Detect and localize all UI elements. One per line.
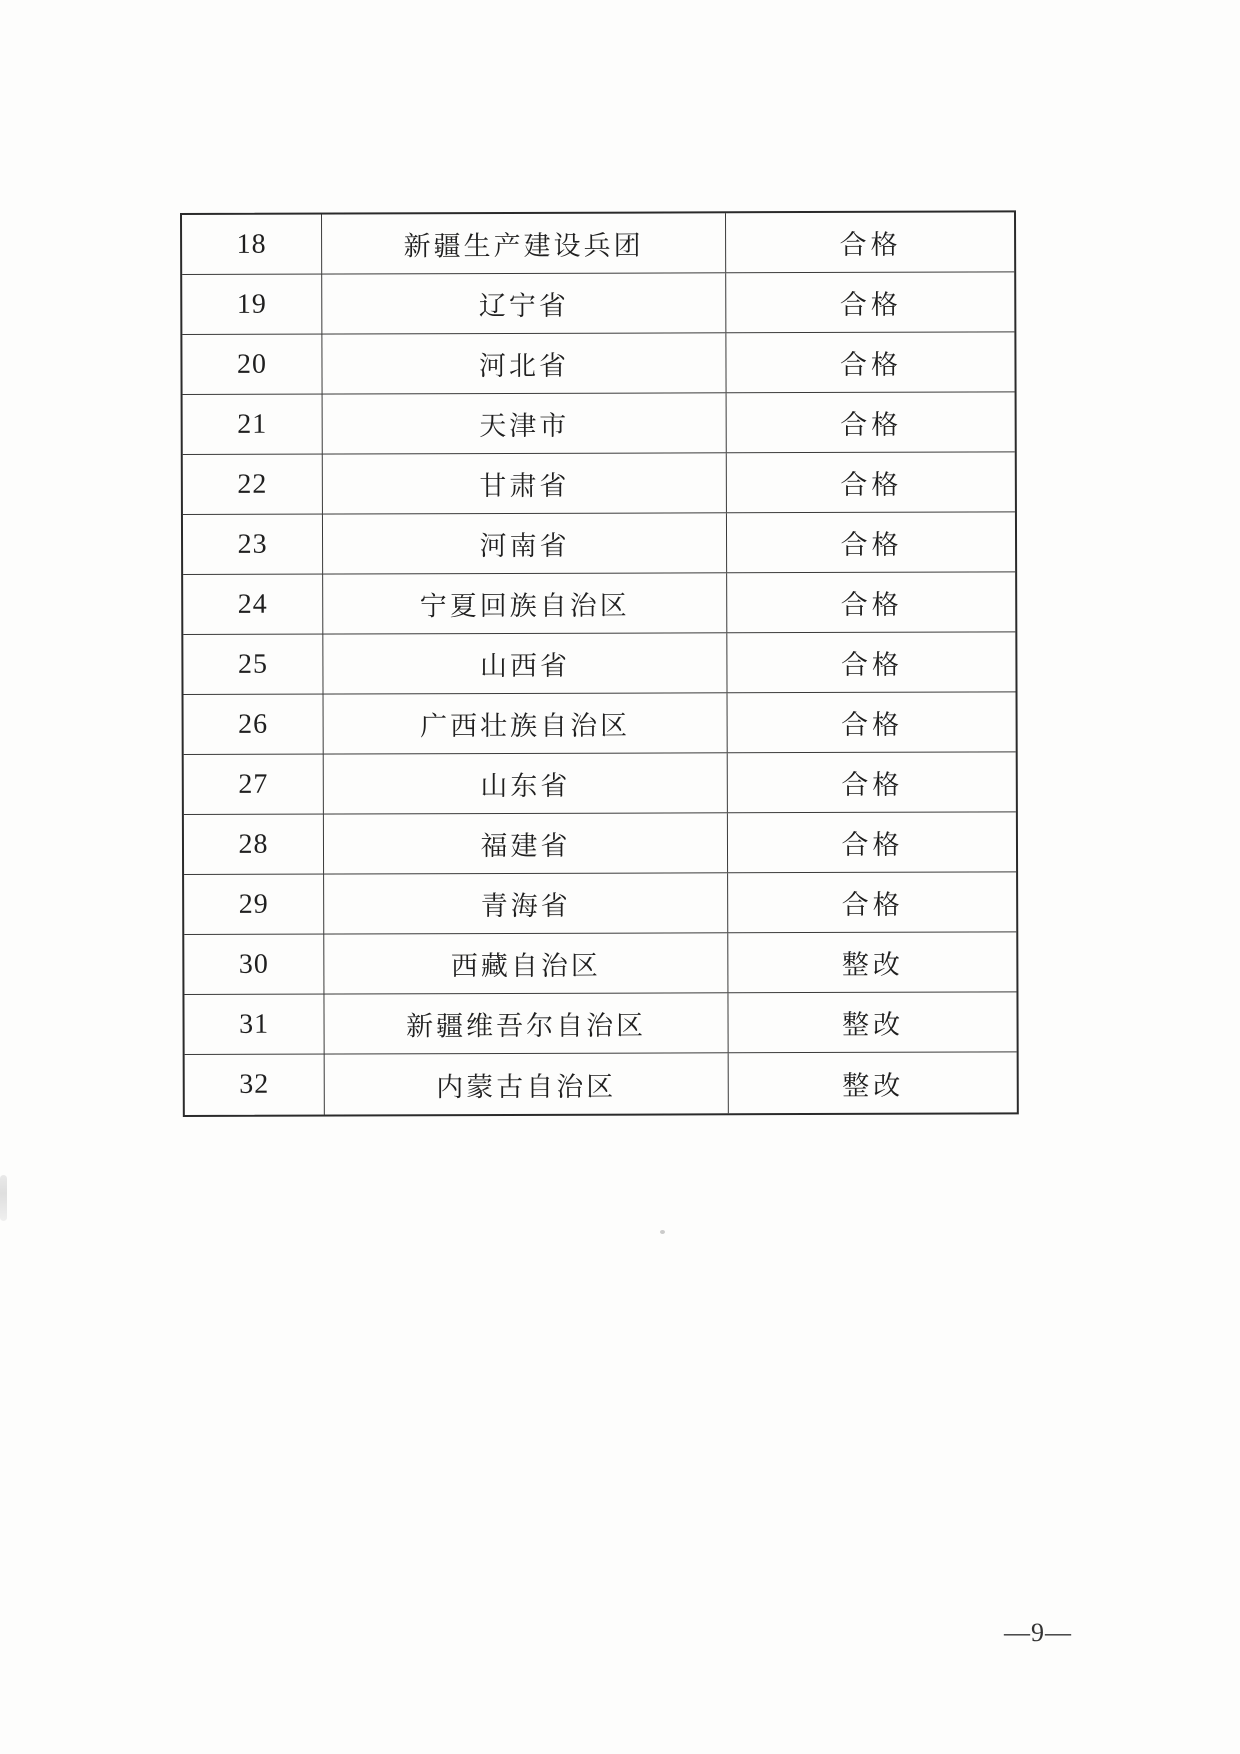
result-cell: 合格 [840,649,903,680]
table-row [182,212,1014,275]
table-row [183,512,1015,575]
result-cell: 合格 [840,529,903,560]
region-name-cell: 西藏自治区 [324,933,728,993]
row-number-cell: 31 [184,995,324,1054]
region-name-cell: 福建省 [324,813,728,873]
row-number-cell: 30 [184,935,324,994]
row-number-cell: 23 [183,515,323,574]
result-cell: 合格 [841,769,904,800]
result-cell: 合格 [840,589,903,620]
row-number-cell: 19 [182,275,322,334]
table-row [183,452,1015,515]
table-row [184,752,1016,815]
table-row [183,392,1015,455]
table-row [185,1052,1017,1115]
region-name-cell: 山东省 [324,753,728,813]
row-number-cell: 29 [184,875,324,934]
result-cell: 合格 [839,229,902,260]
region-name-cell: 宁夏回族自治区 [323,573,727,633]
scan-dot-artifact [660,1230,665,1234]
result-cell: 整改 [842,1070,905,1101]
table-row [184,692,1016,755]
region-name-cell: 内蒙古自治区 [325,1053,729,1114]
region-name-cell: 新疆维吾尔自治区 [324,993,728,1053]
region-name-cell: 河南省 [323,513,727,573]
region-name-cell: 新疆生产建设兵团 [322,213,726,273]
row-number-cell: 26 [184,695,324,754]
result-cell: 合格 [840,469,903,500]
result-cell: 合格 [839,289,902,320]
row-number-cell: 21 [183,395,323,454]
region-name-cell: 河北省 [322,333,726,393]
row-number-cell: 20 [182,335,322,394]
table-row [184,812,1016,875]
result-cell: 整改 [842,1009,905,1040]
table-row [182,272,1014,335]
row-number-cell: 27 [184,755,324,814]
result-cell: 整改 [841,949,904,980]
result-cell: 合格 [841,889,904,920]
result-cell: 合格 [841,829,904,860]
row-number-cell: 18 [182,215,322,274]
region-name-cell: 广西壮族自治区 [324,693,728,753]
region-name-cell: 甘肃省 [323,453,727,513]
row-number-cell: 25 [183,635,323,694]
row-number-cell: 32 [185,1055,325,1115]
page-number: —9— [1004,1618,1072,1647]
scan-smudge-artifact [0,1175,7,1221]
region-name-cell: 辽宁省 [322,273,726,333]
table-row [184,872,1016,935]
table-row [184,932,1016,995]
region-name-cell: 山西省 [323,633,727,693]
row-number-cell: 28 [184,815,324,874]
result-cell: 合格 [841,709,904,740]
table-row [184,992,1016,1055]
inspection-results-table [180,210,1019,1117]
region-name-cell: 天津市 [323,393,727,453]
row-number-cell: 22 [183,455,323,514]
table-row [183,632,1015,695]
table-row [182,332,1014,395]
result-cell: 合格 [840,409,903,440]
region-name-cell: 青海省 [324,873,728,933]
result-cell: 合格 [839,349,903,380]
table-row [183,572,1015,635]
row-number-cell: 24 [183,575,323,634]
